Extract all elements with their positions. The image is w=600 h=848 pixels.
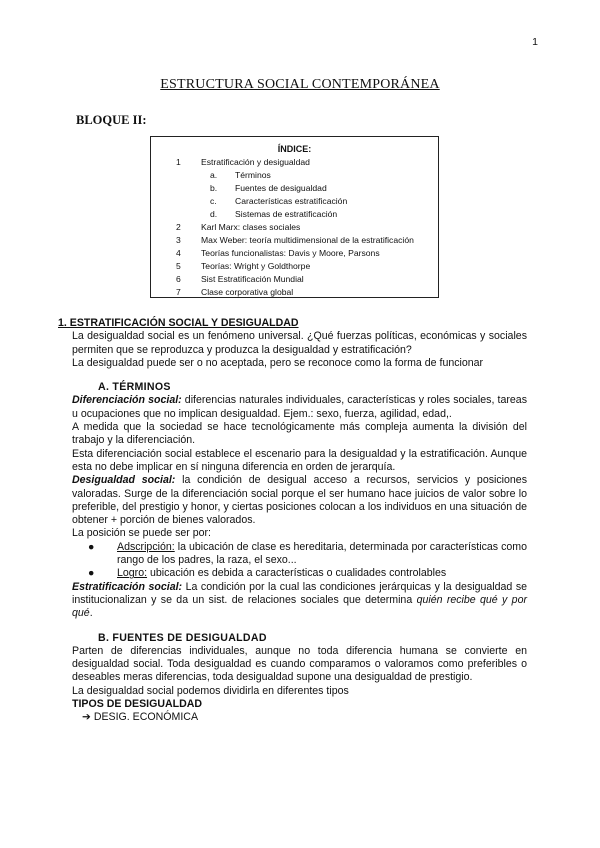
document-body: [58, 317, 528, 725]
paragraph: La desigualdad puede ser o no aceptada, pero se reconoce como la forma de funcionar: [72, 356, 484, 369]
paragraph: Estratificación social: La condición por la cual las condiciones jerárquicas y la desigualdad se institucionalizan y se da un sist. de relaciones sociales que determina quién recibe qué y por qué.: [72, 580, 528, 620]
section-1-heading: 1. ESTRATIFICACIÓN SOCIAL Y DESIGUALDAD: [58, 317, 299, 329]
list-item: ● Adscripción: la ubicación de clase es hereditaria, determinada por características como rango de los padres, la raza, el sexo...: [88, 540, 527, 567]
page-title: ESTRUCTURA SOCIAL CONTEMPORÁNEA: [160, 77, 440, 92]
paragraph: Desigualdad social: la condición de desigual acceso a recursos, servicios y posiciones valoradas. Surge de la diferenciación social porque el ser humano hace juicios de valor sobre lo preferible, del prestigio y honor, y ciertas posiciones colocan a los individuos en una situación de obtener + porción de bienes valorados.: [72, 474, 527, 527]
term: Desigualdad social:: [72, 474, 176, 487]
paragraph: Esta diferenciación social establece el escenario para la desigualdad y la estratificación. Aunque esta no debe implicar en sí ninguna diferencia en orden de jerarquía.: [72, 447, 527, 473]
bloque-heading: BLOQUE II:: [76, 113, 147, 127]
subheading: TIPOS DE DESIGUALDAD: [72, 698, 203, 711]
page-number: 1: [532, 36, 538, 48]
section-a-heading: A. TÉRMINOS: [98, 381, 171, 394]
paragraph: La desigualdad social es un fenómeno universal. ¿Qué fuerzas políticas, económicas y sociales permiten que se reproduzca y produzca la desigualdad y estratificación?: [72, 330, 527, 356]
paragraph: Diferenciación social: diferencias naturales individuales, características y roles sociales, tareas u ocupaciones que no implican desigualdad. Ejem.: sexo, fuerza, agilidad, edad,.: [72, 394, 527, 420]
paragraph: La posición se puede ser por:: [72, 527, 211, 540]
list-item: ➔ DESIG. ECONÓMICA: [82, 711, 199, 724]
index-box: ÍNDICE: 1 Estratificación y desigualdad a. Términos b. Fuentes de desigualdad c. Características estratificación d. Sistemas de estratificación 2 Karl Marx: clases sociales 3 Max Weber: teoría multidimensional de la estratificación 4 Teorías funcionalistas: Davis y Moore, Parsons 5 Teorías: Wright y Goldthorpe 6 Sist Estratificación Mundial 7 Clase corporativa global: [150, 136, 439, 298]
paragraph: A medida que la sociedad se hace tecnológicamente más compleja aumenta la división del trabajo y la diferenciación.: [72, 421, 527, 447]
bullet-icon: ●: [88, 540, 95, 553]
section-b-heading: B. FUENTES DE DESIGUALDAD: [98, 631, 267, 644]
paragraph: Parten de diferencias individuales, aunque no toda diferencia humana se convierte en desigualdad social. Toda desigualdad es cuando comparamos o valoramos como preferibles o deseables meras diferencias, toda desigualdad supone una desigualdad de prestigio.: [72, 644, 527, 684]
arrow-icon: ➔: [82, 711, 94, 724]
paragraph: La desigualdad social podemos dividirla en diferentes tipos: [72, 684, 349, 697]
term: Diferenciación social:: [72, 394, 182, 407]
index-heading: ÍNDICE:: [277, 144, 312, 154]
term: Estratificación social:: [72, 580, 183, 593]
bullet-icon: ●: [88, 567, 95, 580]
list-item: ● Logro: ubicación es debida a características o cualidades controlables: [88, 567, 447, 580]
